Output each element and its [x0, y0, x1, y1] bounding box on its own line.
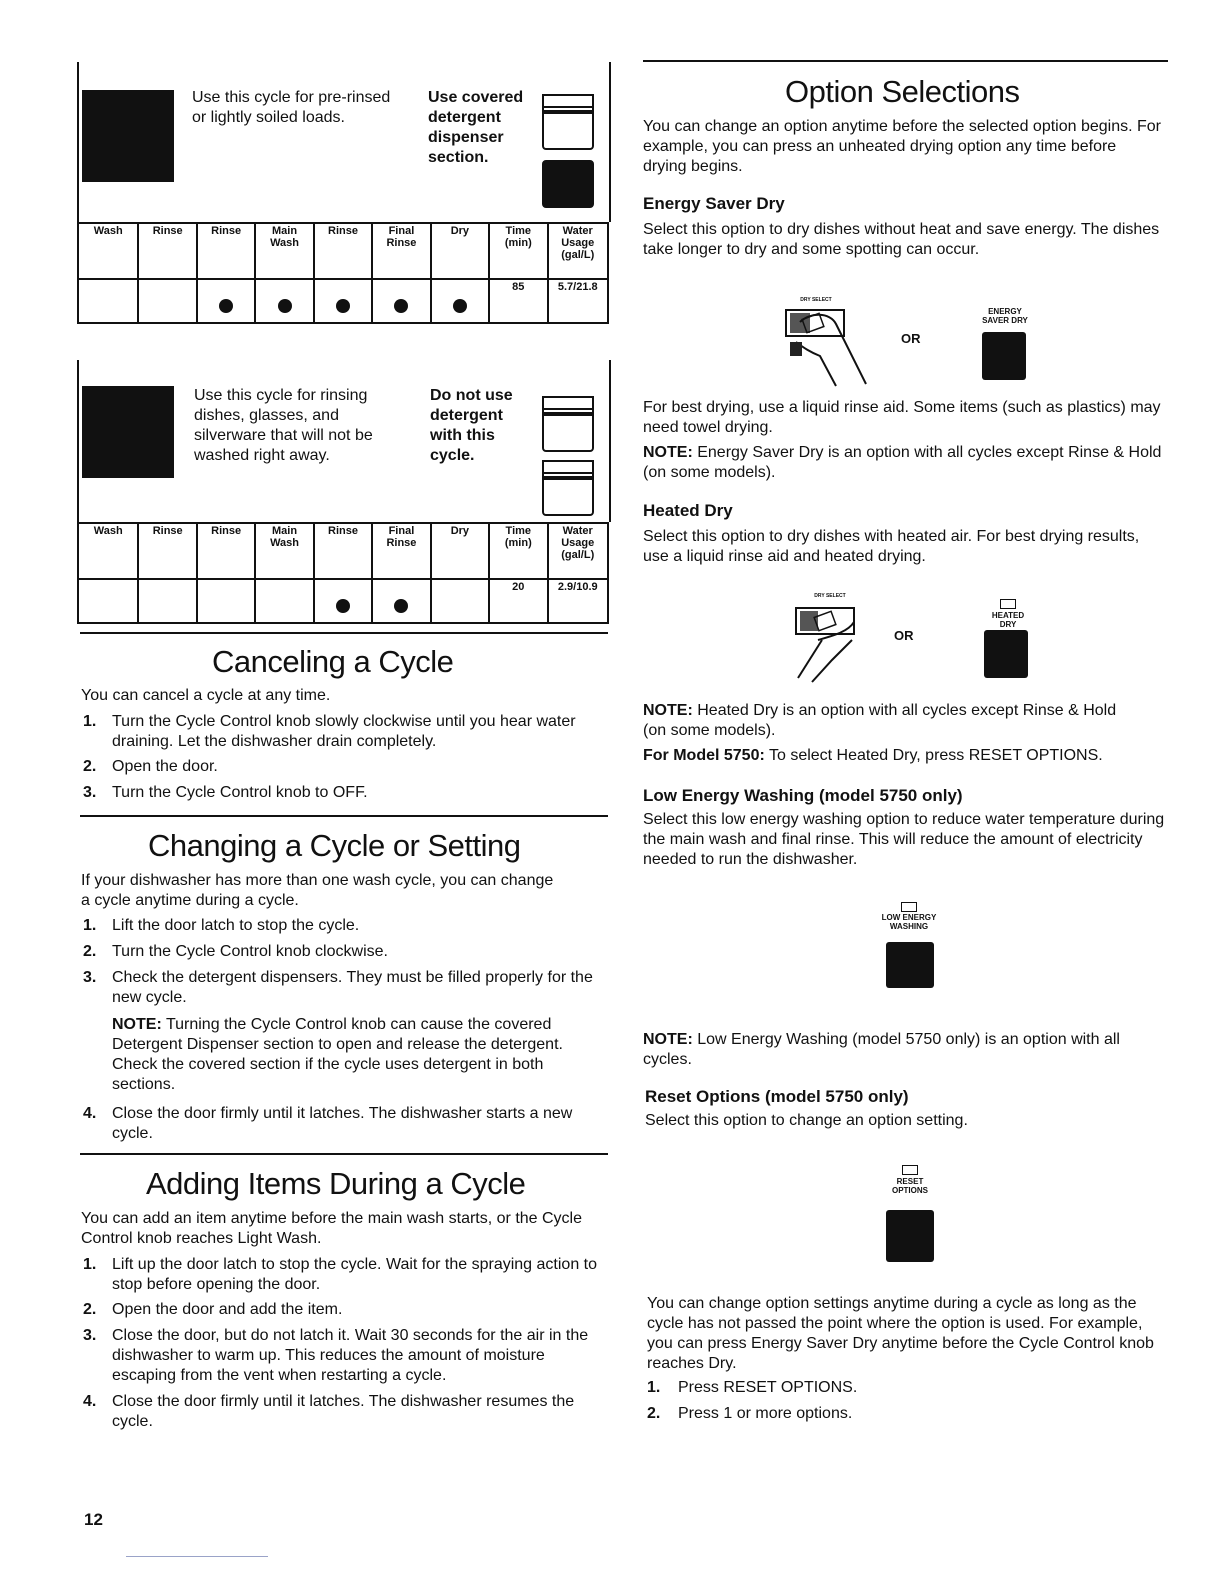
- heated-dry-text: Select this option to dry dishes with heated air. For best drying results, use a liquid rinse aid and heated drying.: [643, 528, 1140, 565]
- reset-heading: Reset Options (model 5750 only): [645, 1087, 909, 1106]
- cycle-1-description: Use this cycle for pre-rinsed or lightly soiled loads.: [192, 89, 391, 126]
- low-energy-text: Select this low energy washing option to reduce water temperature during the main wash and final rinse. This will reduce the amount of electricity needed to run the dishwasher.: [643, 811, 1165, 868]
- indicator-light-icon: [1000, 599, 1016, 609]
- time-cell: 20: [489, 579, 547, 623]
- heated-dry-label-line-2: DRY: [999, 620, 1017, 629]
- reset-step-2: Press 1 or more options.: [678, 1405, 853, 1422]
- step-number: 3.: [83, 969, 97, 986]
- changing-step-2: Turn the Cycle Control knob clockwise.: [112, 943, 388, 960]
- step-number: 1.: [83, 917, 97, 934]
- header-rinse: Rinse: [138, 523, 196, 579]
- step-number: 3.: [83, 1327, 97, 1344]
- model-text: To select Heated Dry, press RESET OPTIONS.: [768, 747, 1103, 764]
- note-text: Low Energy Washing (model 5750 only) is an option with all cycles.: [643, 1031, 1120, 1068]
- adding-step-3: Close the door, but do not latch it. Wait 30 seconds for the air in the dishwasher to warm up. This reduces the amount of moisture escaping from the vent when restarting a cycle.: [112, 1327, 589, 1384]
- dry-select-knob-icon: [792, 600, 872, 684]
- indicator-light-icon: [902, 1165, 918, 1175]
- section-divider: [80, 1153, 608, 1155]
- step-cell: [138, 279, 196, 323]
- step-number: 4.: [83, 1105, 97, 1122]
- reset-text: Select this option to change an option setting.: [645, 1112, 968, 1129]
- or-label: OR: [901, 331, 921, 346]
- energy-saver-label-line-2: SAVER DRY: [982, 316, 1028, 325]
- cycle-1-note: Use covered detergent dispenser section.: [428, 89, 524, 166]
- cycle-2-note: Do not use detergent with this cycle.: [430, 387, 513, 464]
- header-main-wash: Main Wash: [255, 523, 313, 579]
- reset-label-line-2: OPTIONS: [891, 1186, 928, 1195]
- note-label: NOTE:: [643, 444, 693, 461]
- cycle-2-description: Use this cycle for rinsing dishes, glasses, and silverware that will not be washed right away.: [194, 387, 373, 464]
- step-number: 2.: [647, 1405, 661, 1422]
- step-active-dot: [336, 299, 350, 313]
- energy-saver-dry-button[interactable]: [982, 332, 1026, 380]
- low-energy-washing-button[interactable]: [886, 942, 934, 988]
- energy-saver-label: [965, 307, 1045, 325]
- page-number: 12: [84, 1510, 103, 1529]
- step-cell: [431, 579, 489, 623]
- step-cell: [314, 579, 372, 623]
- header-time: Time (min): [489, 223, 547, 279]
- step-cell: [197, 279, 255, 323]
- header-main-wash: Main Wash: [255, 223, 313, 279]
- options-title: Option Selections: [785, 74, 1020, 109]
- energy-saver-label-line-1: ENERGY: [988, 307, 1022, 316]
- step-active-dot: [219, 299, 233, 313]
- water-cell: 2.9/10.9: [548, 579, 608, 623]
- step-number: 1.: [83, 1256, 97, 1273]
- note-text: Energy Saver Dry is an option with all cycles except Rinse & Hold (on some models).: [643, 444, 1162, 481]
- header-water-usage: Water Usage (gal/L): [548, 223, 608, 279]
- note-text: Turning the Cycle Control knob can cause the covered Detergent Dispenser section to open and release the detergent. Check the covered section if the cycle uses detergent in both sections.: [112, 1016, 563, 1093]
- step-cell: [255, 279, 313, 323]
- adding-step-4: Close the door firmly until it latches. The dishwasher resumes the cycle.: [112, 1393, 575, 1430]
- canceling-step-1: Turn the Cycle Control knob slowly clockwise until you hear water draining. Let the dishwasher drain completely.: [112, 713, 576, 750]
- step-number: 3.: [83, 784, 97, 801]
- heated-dry-label-line-1: HEATED: [991, 611, 1025, 620]
- step-number: 1.: [647, 1379, 661, 1396]
- changing-step-1: Lift the door latch to stop the cycle.: [112, 917, 360, 934]
- canceling-title: Canceling a Cycle: [212, 644, 454, 679]
- changing-title: Changing a Cycle or Setting: [148, 828, 521, 863]
- step-active-dot: [336, 599, 350, 613]
- step-cell: [314, 279, 372, 323]
- header-dry: Dry: [431, 523, 489, 579]
- step-number: 2.: [83, 943, 97, 960]
- low-energy-label: [866, 913, 952, 931]
- low-energy-note: [643, 1030, 1163, 1070]
- cycle-2-button-icon: [82, 386, 174, 478]
- step-number: 1.: [83, 713, 97, 730]
- changing-step-4: Close the door firmly until it latches. The dishwasher starts a new cycle.: [112, 1105, 573, 1142]
- header-wash: Wash: [78, 523, 138, 579]
- reset-label-line-1: RESET: [896, 1177, 924, 1186]
- heated-dry-label: [975, 611, 1041, 629]
- cycle-1-button-icon: [82, 90, 174, 182]
- section-divider: [643, 60, 1168, 62]
- step-cell: [197, 579, 255, 623]
- section-divider: [80, 815, 608, 817]
- adding-step-1: Lift up the door latch to stop the cycle. Wait for the spraying action to stop before opening the door.: [112, 1256, 597, 1293]
- step-cell: [372, 579, 430, 623]
- low-energy-label-line-1: LOW ENERGY: [881, 913, 937, 922]
- note-label: NOTE:: [643, 1031, 693, 1048]
- step-active-dot: [394, 299, 408, 313]
- reset-options-button[interactable]: [886, 1210, 934, 1262]
- step-cell: [255, 579, 313, 623]
- step-cell: [78, 279, 138, 323]
- header-time: Time (min): [489, 523, 547, 579]
- step-number: 2.: [83, 1301, 97, 1318]
- header-rinse: Rinse: [314, 223, 372, 279]
- detergent-dispenser-icon: [542, 94, 594, 150]
- step-active-dot: [453, 299, 467, 313]
- heated-dry-heading: Heated Dry: [643, 501, 733, 520]
- heated-dry-note: [643, 701, 1143, 741]
- model-label: For Model 5750:: [643, 747, 765, 764]
- detergent-dispenser-icon: [542, 460, 594, 516]
- energy-saver-tip: For best drying, use a liquid rinse aid. Some items (such as plastics) may need towel drying.: [643, 399, 1161, 436]
- canceling-intro: You can cancel a cycle at any time.: [81, 687, 331, 704]
- options-intro: You can change an option anytime before the selected option begins. For example, you can press an unheated drying option any time before drying begins.: [643, 118, 1161, 175]
- header-rinse: Rinse: [314, 523, 372, 579]
- adding-title: Adding Items During a Cycle: [146, 1166, 526, 1201]
- cycle-2-steps-table: [77, 522, 609, 624]
- step-cell: [138, 579, 196, 623]
- detergent-dispenser-filled-icon: [542, 160, 594, 208]
- energy-saver-text: Select this option to dry dishes without heat and save energy. The dishes take longer to dry and some spotting can occur.: [643, 221, 1160, 258]
- canceling-step-3: Turn the Cycle Control knob to OFF.: [112, 784, 368, 801]
- header-final-rinse: Final Rinse: [372, 223, 430, 279]
- step-active-dot: [278, 299, 292, 313]
- dry-select-label: DRY SELECT: [814, 593, 846, 599]
- dry-select-label: DRY SELECT: [800, 297, 832, 303]
- section-divider: [80, 632, 608, 634]
- changing-intro: If your dishwasher has more than one wash cycle, you can change a cycle anytime during a cycle.: [81, 872, 554, 909]
- footer-rule: [126, 1556, 268, 1557]
- indicator-light-icon: [901, 902, 917, 912]
- reset-step-1: Press RESET OPTIONS.: [678, 1379, 858, 1396]
- reset-options-label: [870, 1177, 950, 1195]
- note-text: Heated Dry is an option with all cycles except Rinse & Hold (on some models).: [643, 702, 1117, 739]
- note-label: NOTE:: [643, 702, 693, 719]
- step-active-dot: [394, 599, 408, 613]
- energy-saver-heading: Energy Saver Dry: [643, 194, 785, 213]
- header-rinse: Rinse: [197, 523, 255, 579]
- adding-intro: You can add an item anytime before the main wash starts, or the Cycle Control knob reaches Light Wash.: [81, 1210, 583, 1247]
- reset-para: You can change option settings anytime during a cycle as long as the cycle has not passed the point where the option is used. For example, you can press Energy Saver Dry anytime before the Cycle Control knob reaches Dry.: [647, 1295, 1154, 1372]
- low-energy-label-line-2: WASHING: [889, 922, 929, 931]
- header-rinse: Rinse: [138, 223, 196, 279]
- step-number: 4.: [83, 1393, 97, 1410]
- step-number: 2.: [83, 758, 97, 775]
- cycle-1-steps-table: [77, 222, 609, 324]
- note-label: NOTE:: [112, 1016, 162, 1033]
- canceling-step-2: Open the door.: [112, 758, 218, 775]
- step-cell: [372, 279, 430, 323]
- changing-step-3: Check the detergent dispensers. They must be filled properly for the new cycle.: [112, 969, 593, 1006]
- header-final-rinse: Final Rinse: [372, 523, 430, 579]
- changing-note: [112, 1015, 606, 1095]
- heated-dry-model-note: [643, 746, 1168, 766]
- header-wash: Wash: [78, 223, 138, 279]
- header-rinse: Rinse: [197, 223, 255, 279]
- heated-dry-button[interactable]: [984, 630, 1028, 678]
- adding-step-2: Open the door and add the item.: [112, 1301, 343, 1318]
- or-label: OR: [894, 628, 914, 643]
- step-cell: [78, 579, 138, 623]
- header-water-usage: Water Usage (gal/L): [548, 523, 608, 579]
- low-energy-heading: Low Energy Washing (model 5750 only): [643, 786, 963, 805]
- detergent-dispenser-icon: [542, 396, 594, 452]
- energy-saver-note: [643, 443, 1168, 483]
- water-cell: 5.7/21.8: [548, 279, 608, 323]
- dry-select-knob-icon: [780, 302, 870, 388]
- header-dry: Dry: [431, 223, 489, 279]
- step-cell: [431, 279, 489, 323]
- time-cell: 85: [489, 279, 547, 323]
